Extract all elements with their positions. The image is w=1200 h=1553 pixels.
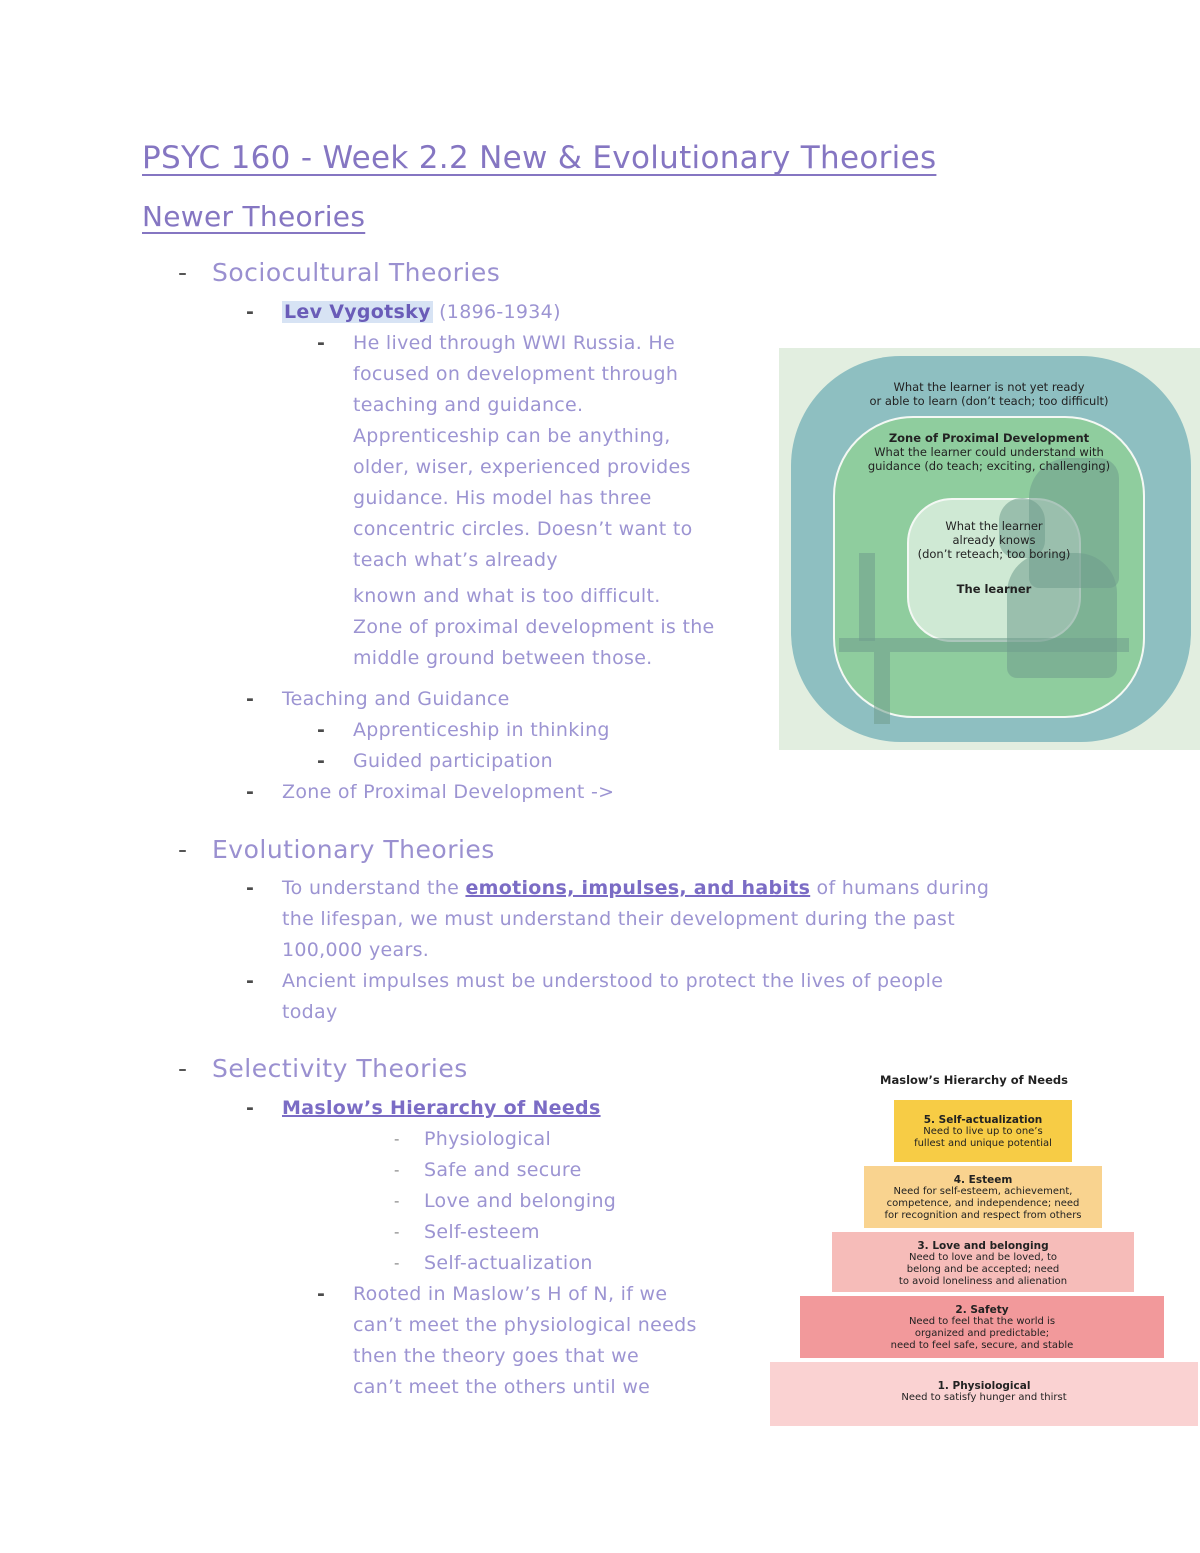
zpd-inner-label	[907, 519, 1081, 561]
list-item-maslow	[246, 1093, 601, 1124]
need-text: Physiological	[424, 1128, 552, 1150]
text-line: middle ground between those.	[353, 647, 653, 669]
pyramid-level-desc: Need to feel that the world is	[908, 1316, 1056, 1327]
list-item-evolutionary-2	[246, 966, 1082, 1028]
heading-sociocultural-text: Sociocultural Theories	[212, 258, 501, 287]
bullet-dash: -	[246, 688, 255, 710]
heading-selectivity	[178, 1054, 468, 1083]
desk-silhouette	[839, 638, 1129, 652]
monitor-silhouette	[859, 553, 875, 641]
pyramid-level-desc: organized and predictable;	[914, 1328, 1050, 1339]
heading-sociocultural	[178, 258, 501, 287]
bullet-dash: -	[246, 781, 255, 803]
zpd-inner-label-line: already knows	[952, 533, 1036, 547]
list-item-evolutionary-1	[246, 873, 1082, 966]
text-line: the lifespan, we must understand their development during the past	[282, 908, 955, 930]
text-line: Ancient impulses must be understood to protect the lives of people	[282, 970, 944, 992]
list-item-teaching	[246, 684, 510, 715]
bullet-dash: -	[394, 1130, 400, 1148]
list-item-need	[394, 1155, 582, 1186]
bullet-dash: -	[178, 1054, 188, 1083]
pyramid-level-title: 4. Esteem	[953, 1174, 1013, 1186]
zpd-outer-label-line: or able to learn (don’t teach; too difficult)	[869, 394, 1109, 408]
need-text: Self-actualization	[424, 1252, 593, 1274]
text-line: can’t meet the physiological needs	[353, 1314, 697, 1336]
heading-evolutionary-text: Evolutionary Theories	[212, 835, 495, 864]
need-text: Self-esteem	[424, 1221, 540, 1243]
pyramid-level-love-belonging	[832, 1232, 1134, 1292]
text-line: teaching and guidance.	[353, 394, 584, 416]
zpd-middle-label-line: What the learner could understand with	[874, 445, 1104, 459]
zpd-outer-label-line: What the learner is not yet ready	[893, 380, 1085, 394]
maslow-pyramid-figure	[770, 1070, 1198, 1428]
teaching-text: Teaching and Guidance	[282, 688, 510, 710]
list-item-need	[394, 1217, 540, 1248]
list-item-need	[394, 1124, 552, 1155]
zpd-inner-label-line: What the learner	[945, 519, 1043, 533]
list-item-need	[394, 1186, 617, 1217]
zpd-middle-label	[839, 431, 1139, 473]
bullet-dash: -	[246, 970, 255, 992]
text-line: older, wiser, experienced provides	[353, 456, 691, 478]
emphasis-emotions-impulses-habits: emotions, impulses, and habits	[465, 877, 811, 899]
pyramid-level-desc: Need to love and be loved, to	[908, 1252, 1058, 1263]
pyramid-level-desc: Need to live up to one’s	[923, 1126, 1043, 1137]
pyramid-level-title: 3. Love and belonging	[917, 1240, 1049, 1252]
pyramid-level-desc: belong and be accepted; need	[906, 1264, 1060, 1275]
bullet-dash: -	[317, 1283, 326, 1305]
list-item-zpd	[246, 777, 615, 808]
text-line: today	[282, 1001, 338, 1023]
text-line: He lived through WWI Russia. He	[353, 332, 675, 354]
pyramid-level-self-actualization	[894, 1100, 1072, 1162]
zpd-inner-label-line: (don’t reteach; too boring)	[917, 547, 1071, 561]
pyramid-level-title: 1. Physiological	[937, 1380, 1031, 1392]
vygotsky-years: (1896-1934)	[439, 301, 561, 323]
zpd-figure	[779, 348, 1200, 750]
bullet-dash: -	[394, 1223, 400, 1241]
bullet-dash: -	[178, 835, 188, 864]
bullet-dash: -	[394, 1192, 400, 1210]
bullet-dash: -	[178, 258, 188, 287]
text-line: focused on development through	[353, 363, 679, 385]
text-line: Apprenticeship can be anything,	[353, 425, 671, 447]
pyramid-level-desc: to avoid loneliness and alienation	[898, 1276, 1068, 1287]
text-line: then the theory goes that we	[353, 1345, 639, 1367]
heading-evolutionary	[178, 835, 495, 864]
text-line: Zone of proximal development is the	[353, 616, 715, 638]
pyramid-level-title: 2. Safety	[955, 1304, 1009, 1316]
pyramid-level-desc: competence, and independence; need	[886, 1198, 1080, 1209]
text-line: known and what is too difficult.	[353, 585, 661, 607]
pyramid-level-desc: fullest and unique potential	[914, 1138, 1052, 1149]
section-heading-newer-theories: Newer Theories	[142, 200, 366, 233]
maslow-heading: Maslow’s Hierarchy of Needs	[282, 1097, 601, 1119]
bullet-dash: -	[246, 301, 255, 323]
bullet-dash: -	[394, 1254, 400, 1272]
text-line	[282, 873, 1082, 904]
zpd-outer-label	[839, 380, 1139, 408]
need-text: Love and belonging	[424, 1190, 617, 1212]
text-line: 100,000 years.	[282, 939, 430, 961]
text-line: Rooted in Maslow’s H of N, if we	[353, 1283, 668, 1305]
zpd-text: Zone of Proximal Development ->	[282, 781, 615, 803]
list-item-teaching-sub	[317, 715, 610, 746]
bullet-dash: -	[246, 1097, 255, 1119]
teaching-sub-text: Apprenticeship in thinking	[353, 719, 610, 741]
list-item-teaching-sub	[317, 746, 553, 777]
text-line: can’t meet the others until we	[353, 1376, 651, 1398]
highlight-vygotsky: Lev Vygotsky	[284, 301, 431, 323]
pyramid-level-title: 5. Self-actualization	[923, 1114, 1043, 1126]
heading-selectivity-text: Selectivity Theories	[212, 1054, 468, 1083]
text-span: of humans during	[810, 877, 990, 899]
pyramid-level-desc: need to feel safe, secure, and stable	[890, 1340, 1074, 1351]
text-line: teach what’s already	[353, 549, 558, 571]
pyramid-level-desc: Need to satisfy hunger and thirst	[901, 1392, 1067, 1403]
text-line: concentric circles. Doesn’t want to	[353, 518, 693, 540]
list-item-vygotsky	[246, 297, 561, 328]
pyramid-level-desc: for recognition and respect from others	[884, 1210, 1082, 1221]
bullet-dash: -	[317, 719, 326, 741]
list-item-need	[394, 1248, 593, 1279]
list-item-rooted	[317, 1279, 753, 1403]
teaching-sub-text: Guided participation	[353, 750, 553, 772]
bullet-dash: -	[246, 877, 255, 899]
zpd-middle-title: Zone of Proximal Development	[888, 431, 1090, 445]
maslow-figure-title: Maslow’s Hierarchy of Needs	[880, 1073, 1068, 1087]
list-item-vygotsky-description	[317, 328, 773, 674]
page-title: PSYC 160 - Week 2.2 New & Evolutionary Theories	[142, 140, 937, 176]
bullet-dash: -	[317, 332, 326, 354]
zpd-middle-label-line: guidance (do teach; exciting, challenging)	[867, 459, 1111, 473]
pyramid-level-physiological	[770, 1362, 1198, 1426]
text-line: guidance. His model has three	[353, 487, 652, 509]
text-span: To understand the	[282, 877, 466, 899]
need-text: Safe and secure	[424, 1159, 582, 1181]
pyramid-level-desc: Need for self-esteem, achievement,	[893, 1186, 1073, 1197]
desk-leg-silhouette	[874, 652, 890, 724]
zpd-learner-label: The learner	[956, 582, 1032, 596]
bullet-dash: -	[394, 1161, 400, 1179]
pyramid-level-safety	[800, 1296, 1164, 1358]
pyramid-level-esteem	[864, 1166, 1102, 1228]
bullet-dash: -	[317, 750, 326, 772]
